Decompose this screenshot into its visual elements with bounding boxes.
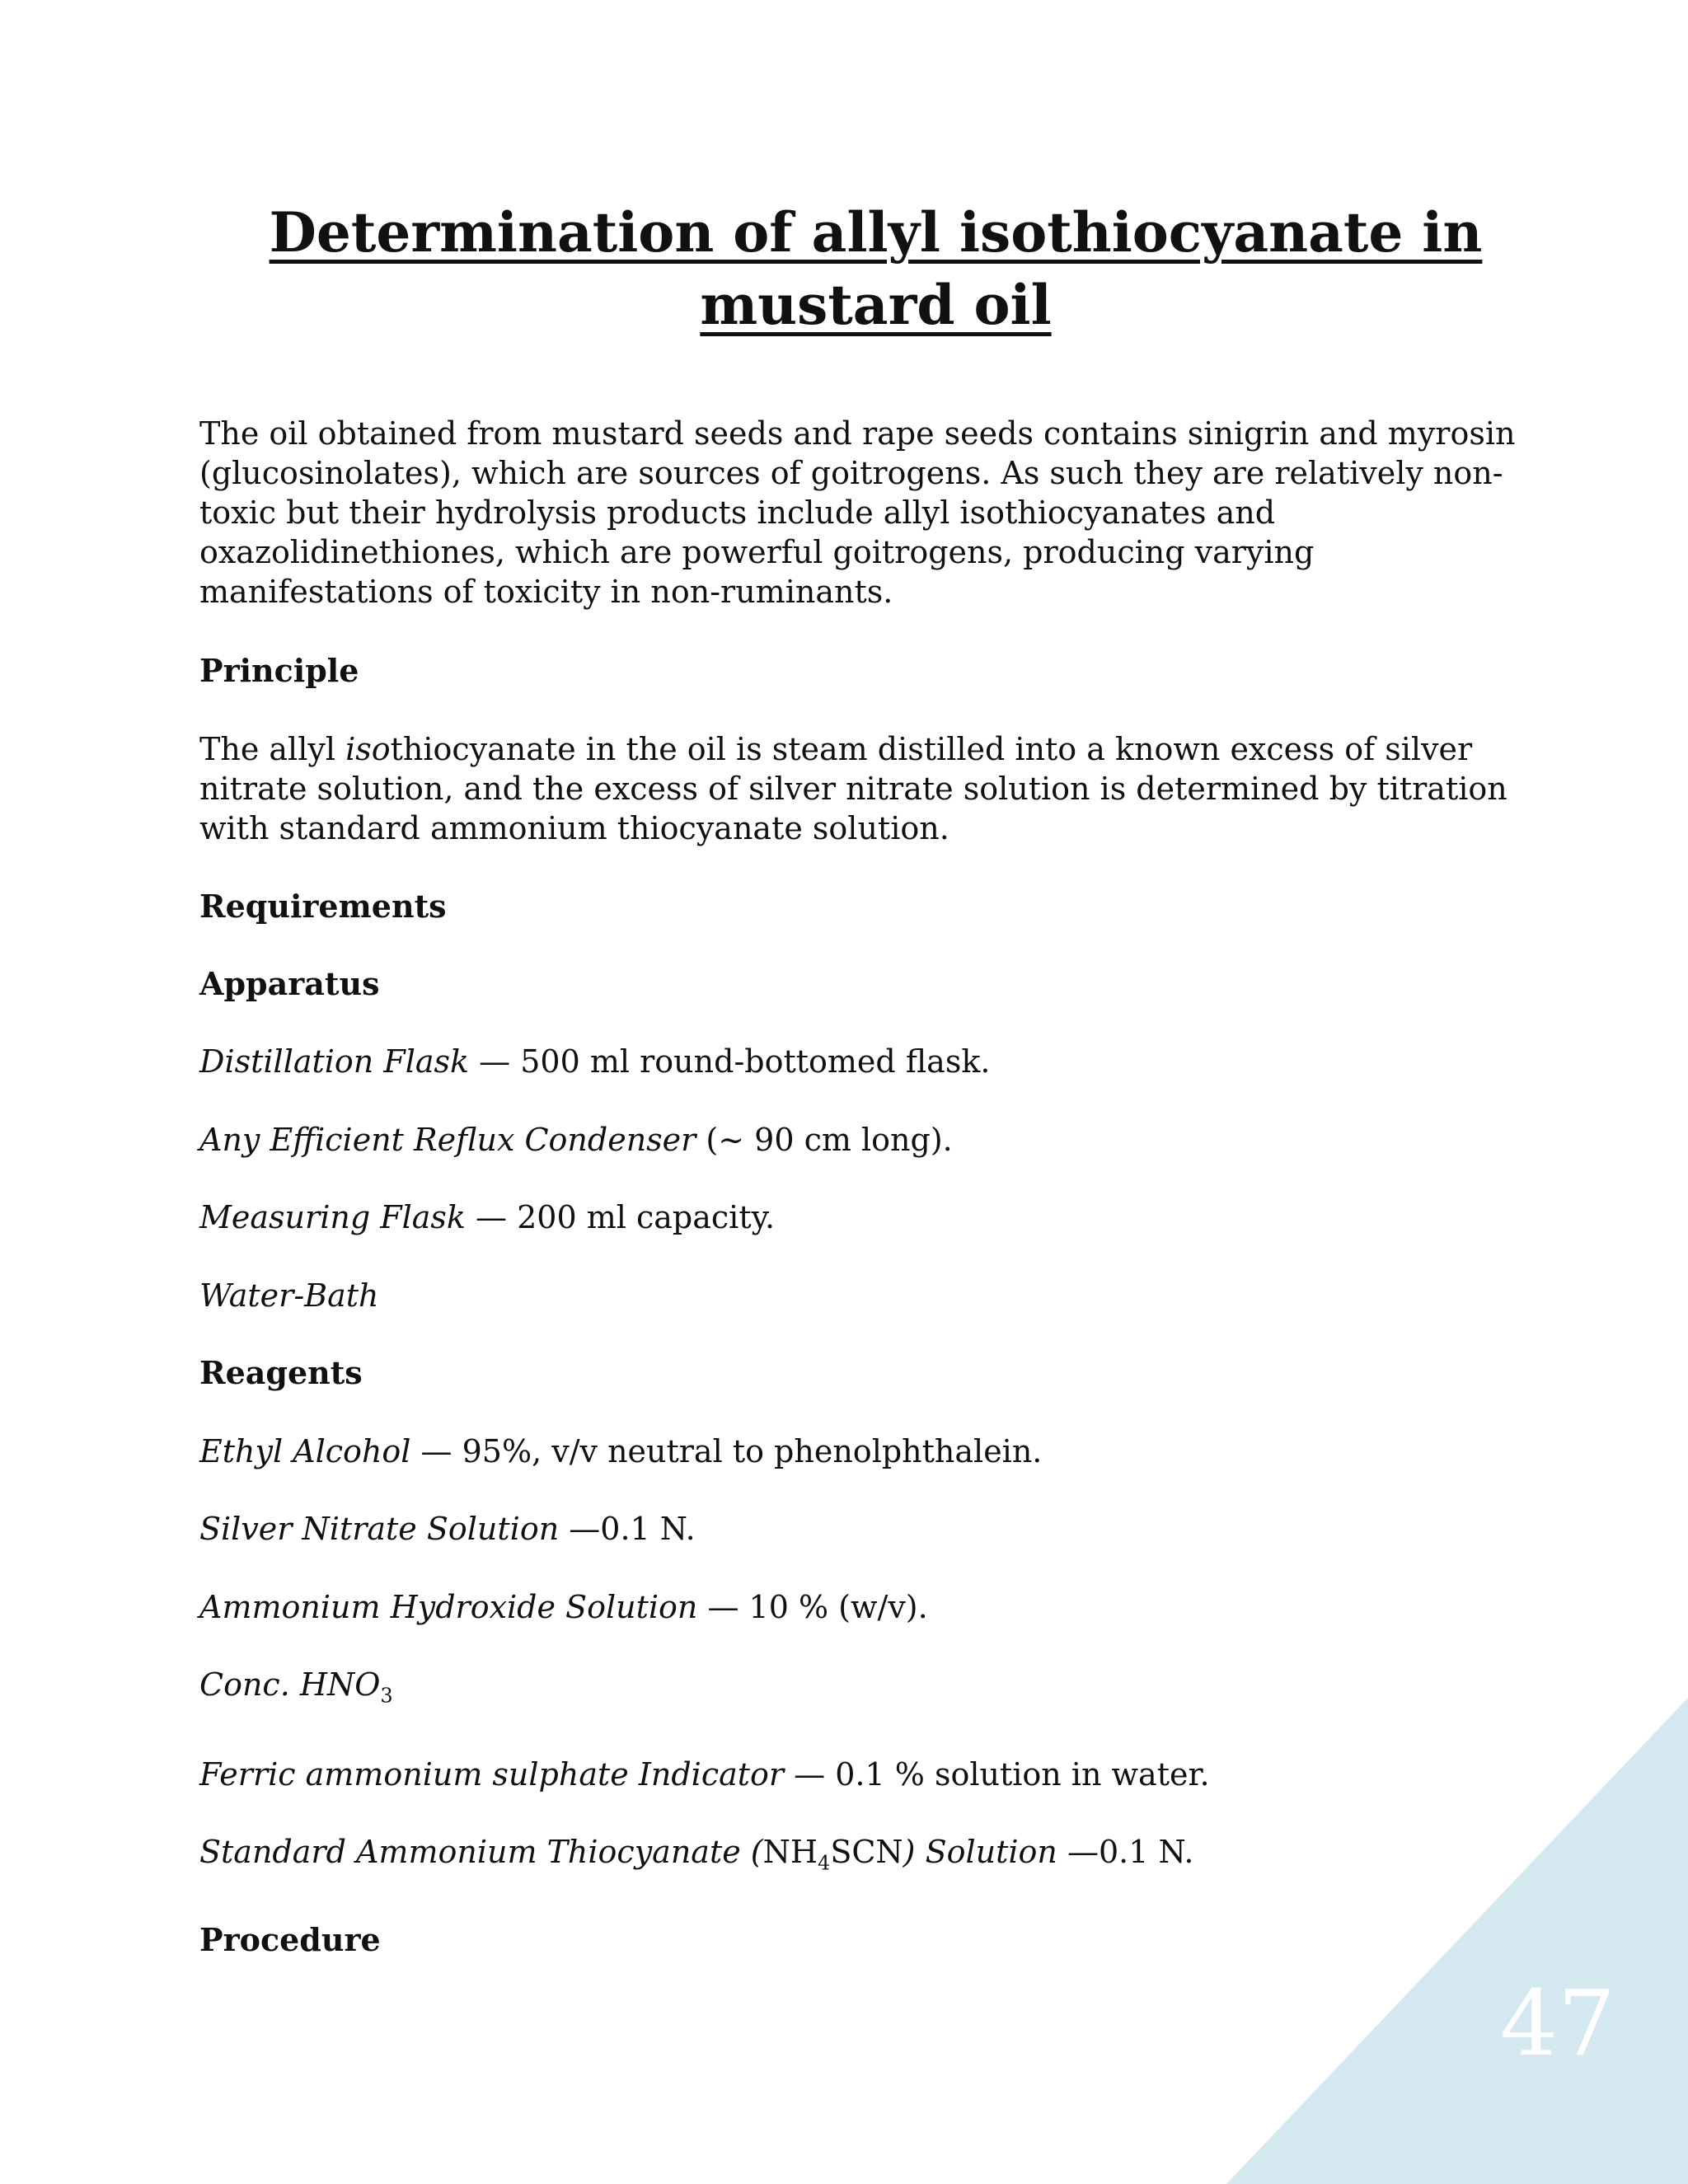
requirements-heading: Requirements <box>199 888 447 925</box>
reagent-name: Silver Nitrate Solution <box>199 1511 560 1547</box>
chemical-formula <box>762 1833 903 1875</box>
reagent-name: Ammonium Hydroxide Solution <box>199 1589 698 1625</box>
apparatus-item <box>199 1120 1551 1160</box>
title-line-1: Determination of allyl isothiocyanate in <box>269 200 1483 265</box>
principle-text-end: thiocyanate in the oil is steam distilled into a known excess of silver nitrate solution, and the excess of silver nitrate solution is determined by titration with standard ammonium thiocyanate solution. <box>199 731 1507 846</box>
apparatus-detail: — 500 ml round-bottomed flask. <box>479 1043 991 1080</box>
apparatus-detail: — 200 ml capacity. <box>476 1199 776 1235</box>
principle-paragraph <box>199 729 1551 848</box>
reagent-subscript: 3 <box>380 1684 393 1708</box>
apparatus-name: Distillation Flask <box>199 1043 470 1080</box>
formula-part: SCN <box>830 1833 903 1870</box>
apparatus-item <box>199 1042 1551 1081</box>
reagent-name-end: ) Solution <box>903 1833 1057 1870</box>
reagent-detail: — 95%, v/v neutral to phenolphthalein. <box>420 1433 1043 1469</box>
reagent-detail: — 10 % (w/v). <box>707 1589 928 1625</box>
formula-part: NH <box>762 1833 818 1870</box>
apparatus-name: Measuring Flask <box>199 1199 466 1235</box>
page-number: 47 <box>1500 1971 1615 2076</box>
reagent-item <box>199 1432 1551 1471</box>
reagent-name: Ferric ammonium sulphate Indicator <box>199 1755 785 1793</box>
reagent-name: Ethyl Alcohol <box>199 1433 411 1469</box>
reagent-item <box>199 1509 1551 1549</box>
apparatus-name: Any Efficient Reflux Condenser <box>199 1122 696 1158</box>
reagent-name: Conc. HNO <box>199 1666 381 1703</box>
corner-triangle-decoration <box>1226 1698 1688 2184</box>
apparatus-heading: Apparatus <box>199 965 380 1002</box>
formula-subscript: 4 <box>818 1851 831 1875</box>
apparatus-name: Water-Bath <box>199 1277 379 1314</box>
intro-paragraph: The oil obtained from mustard seeds and rape seeds contains sinigrin and myrosin (glucosinolates), which are sources of goitrogens. As such they are relatively non-toxic but their hydrolysis products include allyl isothiocyanates and oxazolidinethiones, which are powerful goitrogens, producing varying manifestations of toxicity in non-ruminants. <box>199 415 1516 610</box>
reagent-detail: —0.1 N. <box>1067 1833 1194 1870</box>
principle-heading: Principle <box>199 652 359 689</box>
apparatus-item <box>199 1276 1551 1315</box>
reagent-item <box>199 1587 1551 1627</box>
reagent-detail: — 0.1 % solution in water. <box>794 1755 1210 1793</box>
apparatus-detail: (~ 90 cm long). <box>706 1122 953 1158</box>
reagent-detail: —0.1 N. <box>569 1511 696 1547</box>
title-line-2: mustard oil <box>700 273 1052 337</box>
reagents-heading: Reagents <box>199 1354 363 1391</box>
document-title <box>165 196 1587 341</box>
principle-text-start: The allyl <box>199 731 346 767</box>
apparatus-item <box>199 1197 1551 1237</box>
procedure-heading: Procedure <box>199 1921 381 1959</box>
reagent-name: Standard Ammonium Thiocyanate ( <box>199 1833 763 1870</box>
principle-text-italic: iso <box>345 731 391 767</box>
